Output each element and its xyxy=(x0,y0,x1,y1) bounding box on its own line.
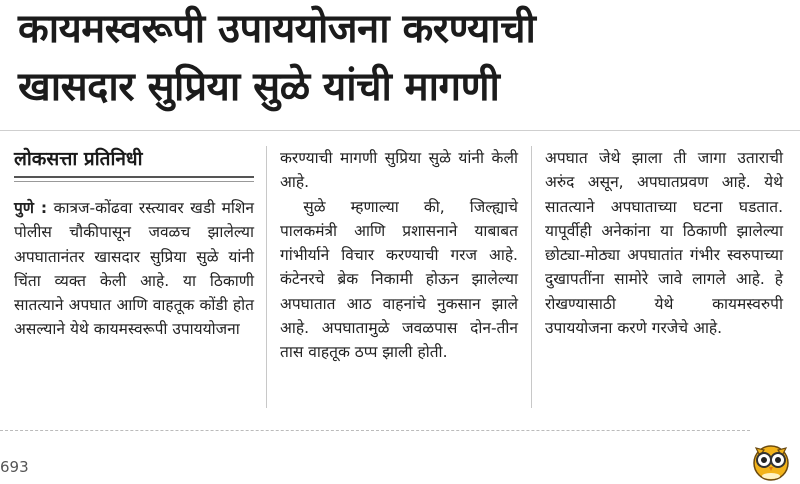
headline xyxy=(18,0,758,116)
column-divider xyxy=(531,146,532,408)
page-number: 693 xyxy=(0,458,29,476)
byline-rule xyxy=(14,176,254,178)
owl-icon xyxy=(748,436,794,482)
column3-paragraph-1: अपघात जेथे झाला ती जागा उताराची अरुंद असून, अपघातप्रवण आहे. येथे सातत्याने अपघाताच्या घटना घडतात. यापूर्वीही अनेकांना या ठिकाणी झालेल्या छोट्या-मोठ्या अपघातांत गंभीर स्वरुपाच्या दुखापतींना सामोरे जावे लागले आहे. हे रोखण्यासाठी येथे कायमस्वरुपी उपाययोजना करणे गरजेचे आहे. xyxy=(545,149,783,338)
headline-line-1: कायमस्वरूपी उपाययोजना करण्याची xyxy=(18,6,536,52)
column2-paragraph-2: सुळे म्हणाल्या की, जिल्ह्याचे पालकमंत्री आणि प्रशासनाने याबाबत गांभीर्याने विचार करण्याची गरज आहे. कंटेनरचे ब्रेक निकामी होऊन झालेल्या अपघातात आठ वाहनांचे नुकसान झाले आहे. अपघातामुळे जवळपास दोन-तीन तास वाहतूक ठप्प झाली होती. xyxy=(280,197,518,362)
article-column-1 xyxy=(14,196,254,342)
headline-line-2: खासदार सुप्रिया सुळे यांची मागणी xyxy=(18,64,500,110)
dateline: पुणे : xyxy=(14,199,48,217)
column1-text: कात्रज-कोंढवा रस्त्यावर खडी मशिन पोलीस चौकीपासून जवळच झालेल्या अपघातानंतर खासदार सुप्रिया सुळे यांनी चिंता व्यक्त केली आहे. या ठिकाणी सातत्याने अपघात आणि वाहतूक कोंडी होत असल्याने येथे कायमस्वरूपी उपाययोजना xyxy=(14,199,254,339)
article-column-3 xyxy=(545,146,783,340)
article-column-2 xyxy=(280,146,518,365)
column2-paragraph-1: करण्याची मागणी सुप्रिया सुळे यांनी केली आहे. xyxy=(280,149,518,192)
byline-rule-thin xyxy=(14,181,254,182)
footer-rule xyxy=(0,430,750,431)
column-divider xyxy=(266,146,267,408)
headline-rule xyxy=(0,130,800,131)
byline: लोकसत्ता प्रतिनिधी xyxy=(14,148,143,170)
